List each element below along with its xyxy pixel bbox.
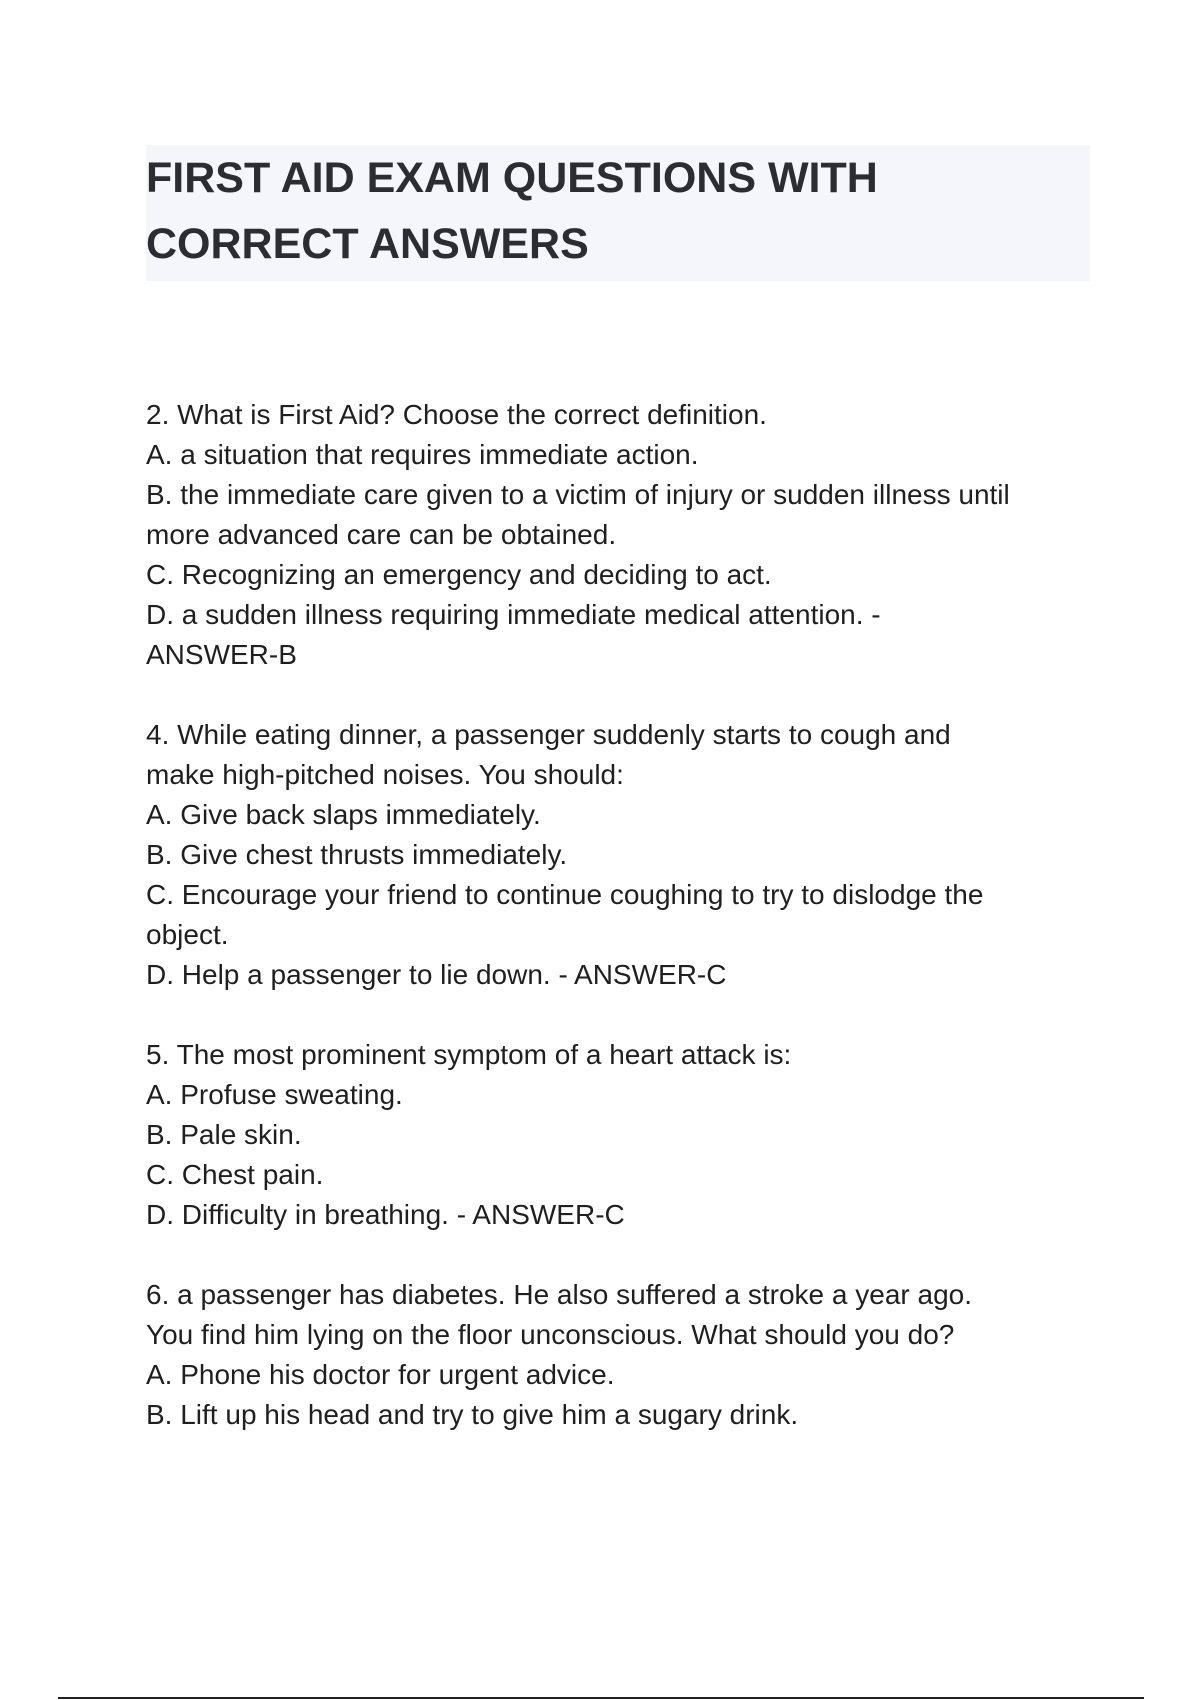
option-d-answer: D. Difficulty in breathing. - ANSWER-C — [146, 1199, 625, 1230]
option-c-continued: object. — [146, 919, 229, 950]
option-b-continued: more advanced care can be obtained. — [146, 519, 617, 550]
title-line-1: FIRST AID EXAM QUESTIONS WITH — [146, 154, 878, 202]
question-text: 6. a passenger has diabetes. He also suffered a stroke a year ago. — [146, 1279, 972, 1310]
question-text: 2. What is First Aid? Choose the correct definition. — [146, 399, 767, 430]
question-6 — [146, 1275, 1086, 1435]
title-line-2: CORRECT ANSWERS — [146, 220, 589, 268]
option-b: B. the immediate care given to a victim of injury or sudden illness until — [146, 479, 1010, 510]
document-title — [146, 145, 1090, 281]
question-list — [146, 395, 1086, 1475]
option-c: C. Recognizing an emergency and deciding to act. — [146, 559, 772, 590]
option-a: A. Give back slaps immediately. — [146, 799, 541, 830]
question-2 — [146, 395, 1086, 675]
question-4 — [146, 715, 1086, 995]
answer: ANSWER-B — [146, 639, 297, 670]
option-b: B. Lift up his head and try to give him a sugary drink. — [146, 1399, 799, 1430]
question-5 — [146, 1035, 1086, 1235]
question-text-continued: You find him lying on the floor unconscious. What should you do? — [146, 1319, 955, 1350]
option-a: A. Profuse sweating. — [146, 1079, 403, 1110]
option-a: A. Phone his doctor for urgent advice. — [146, 1359, 615, 1390]
option-b: B. Pale skin. — [146, 1119, 302, 1150]
option-d: D. a sudden illness requiring immediate medical attention. - — [146, 599, 881, 630]
option-d-answer: D. Help a passenger to lie down. - ANSWER-C — [146, 959, 727, 990]
question-text-continued: make high-pitched noises. You should: — [146, 759, 624, 790]
question-text: 4. While eating dinner, a passenger suddenly starts to cough and — [146, 719, 951, 750]
question-text: 5. The most prominent symptom of a heart attack is: — [146, 1039, 792, 1070]
option-b: B. Give chest thrusts immediately. — [146, 839, 568, 870]
option-c: C. Encourage your friend to continue coughing to try to dislodge the — [146, 879, 984, 910]
page-bottom-rule — [58, 1697, 1144, 1699]
option-a: A. a situation that requires immediate action. — [146, 439, 699, 470]
option-c: C. Chest pain. — [146, 1159, 324, 1190]
